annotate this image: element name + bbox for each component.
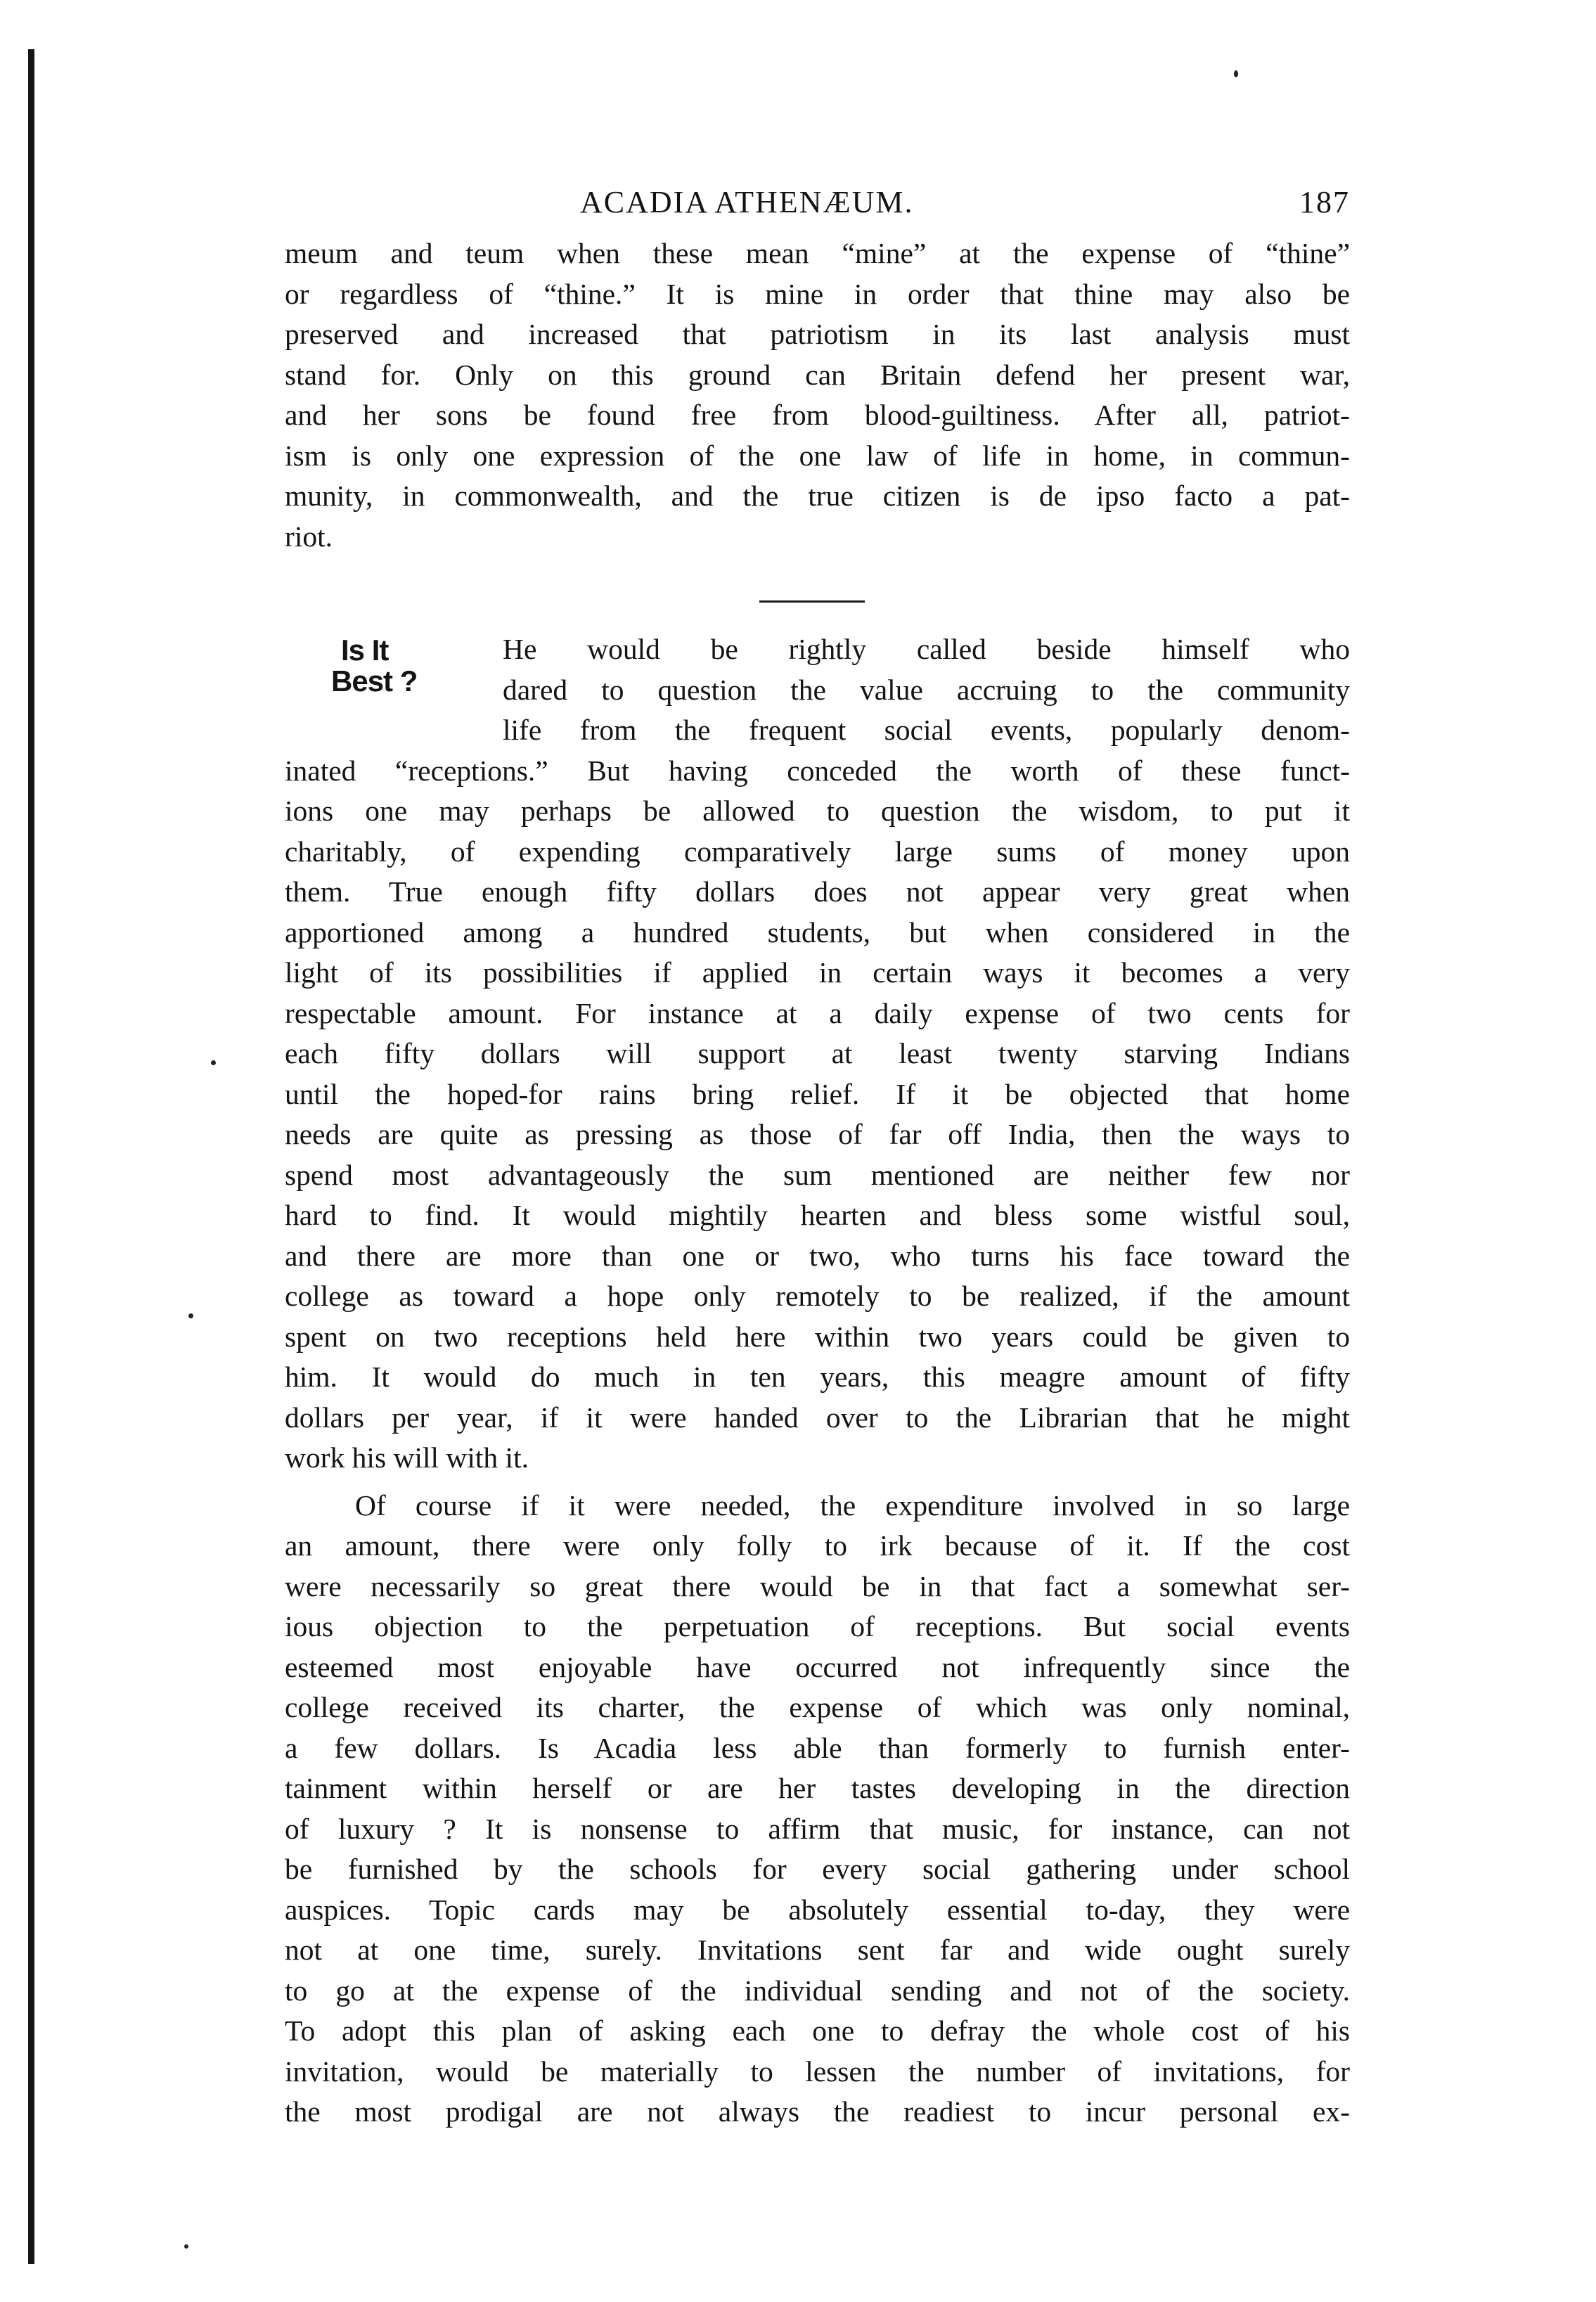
text-line: them. True enough fifty dollars does not appear very great when	[285, 875, 1350, 908]
text-line: or regardless of “thine.” It is mine in order that thine may also be	[285, 277, 1350, 310]
section-divider	[759, 600, 865, 603]
text-line: meum and teum when these mean “mine” at the expense of “thine”	[285, 237, 1350, 269]
section-paragraph-body	[285, 751, 1350, 1479]
text-line: dollars per year, if it were handed over to the Librarian that he might	[285, 1401, 1350, 1434]
text-line: life from the frequent social events, popularly denom-	[503, 714, 1350, 746]
text-line: To adopt this plan of asking each one to defray the whole cost of his	[285, 2014, 1350, 2047]
text-line: charitably, of expending comparatively large sums of money upon	[285, 835, 1350, 868]
text-line: auspices. Topic cards may be absolutely essential to-day, they were	[285, 1893, 1350, 1926]
text-line: and there are more than one or two, who turns his face toward the	[285, 1239, 1350, 1272]
text-line: be furnished by the schools for every social gathering under school	[285, 1853, 1350, 1885]
scan-speck	[184, 2244, 188, 2249]
text-line: riot.	[285, 520, 333, 553]
text-line: respectable amount. For instance at a daily expense of two cents for	[285, 996, 1350, 1029]
text-line: esteemed most enjoyable have occurred not infrequently since the	[285, 1650, 1350, 1683]
text-line: spent on two receptions held here within two years could be given to	[285, 1320, 1350, 1353]
page-number: 187	[1299, 185, 1350, 219]
text-line: invitation, would be materially to lessen the number of invitations, for	[285, 2055, 1350, 2088]
text-line: ism is only one expression of the one law of life in home, in commun-	[285, 439, 1350, 472]
text-line: stand for. Only on this ground can Britain defend her present war,	[285, 358, 1350, 391]
scan-speck	[211, 1060, 216, 1065]
text-line: dared to question the value accruing to the community	[503, 673, 1350, 706]
text-line: He would be rightly called beside himself who	[503, 633, 1350, 665]
text-line: Of course if it were needed, the expenditure involved in so large	[355, 1488, 1350, 1522]
opening-paragraph	[285, 233, 1350, 557]
sidenote-line: Is It	[341, 634, 389, 667]
text-line: were necessarily so great there would be in that fact a somewhat ser-	[285, 1569, 1350, 1602]
text-line: spend most advantageously the sum mentioned are neither few nor	[285, 1158, 1350, 1191]
text-line: work his will with it.	[285, 1441, 529, 1474]
section-paragraph-opening	[285, 629, 1350, 751]
text-line: an amount, there were only folly to irk because of it. If the cost	[285, 1529, 1350, 1562]
text-line: of luxury ? It is nonsense to affirm that music, for instance, can not	[285, 1812, 1350, 1845]
text-line: apportioned among a hundred students, but when considered in the	[285, 915, 1350, 949]
text-line: needs are quite as pressing as those of far off India, then the ways to	[285, 1118, 1350, 1150]
text-line: hard to find. It would mightily hearten and bless some wistful soul,	[285, 1199, 1350, 1231]
text-line: college as toward a hope only remotely to be realized, if the amount	[285, 1280, 1350, 1312]
text-line: and her sons be found free from blood-guiltiness. After all, patriot-	[285, 399, 1350, 431]
text-line: to go at the expense of the individual sending and not of the society.	[285, 1974, 1350, 2007]
book-page	[285, 184, 1350, 2133]
text-line: college received its charter, the expense of which was only nominal,	[285, 1691, 1350, 1723]
text-line: preserved and increased that patriotism in its last analysis must	[285, 318, 1350, 350]
running-title: ACADIA ATHENÆUM.	[580, 185, 914, 219]
running-header	[285, 184, 1350, 233]
binding-edge-line	[28, 49, 34, 2264]
text-line: tainment within herself or are her tastes developing in the direction	[285, 1772, 1350, 1804]
text-line: until the hoped-for rains bring relief. If it be objected that home	[285, 1077, 1350, 1110]
marginal-sidenote	[331, 634, 418, 697]
scan-speck	[188, 1313, 193, 1318]
text-line: him. It would do much in ten years, this meagre amount of fifty	[285, 1361, 1350, 1393]
text-line: inated “receptions.” But having conceded the worth of these funct-	[285, 754, 1350, 787]
closing-paragraph	[285, 1486, 1350, 2133]
text-line: each fifty dollars will support at least twenty starving Indians	[285, 1037, 1350, 1069]
text-line: a few dollars. Is Acadia less able than formerly to furnish enter-	[285, 1731, 1350, 1764]
scan-speck	[1234, 70, 1238, 77]
sidenote-line: Best ?	[331, 664, 418, 697]
text-line: not at one time, surely. Invitations sent far and wide ought surely	[285, 1934, 1350, 1966]
section-is-it-best	[285, 629, 1350, 2133]
text-line: light of its possibilities if applied in certain ways it becomes a very	[285, 956, 1350, 989]
text-line: ions one may perhaps be allowed to question the wisdom, to put it	[285, 795, 1350, 827]
text-line: munity, in commonwealth, and the true citizen is de ipso facto a pat-	[285, 480, 1350, 512]
text-line: ious objection to the perpetuation of receptions. But social events	[285, 1610, 1350, 1642]
text-line: the most prodigal are not always the readiest to incur personal ex-	[285, 2095, 1350, 2128]
